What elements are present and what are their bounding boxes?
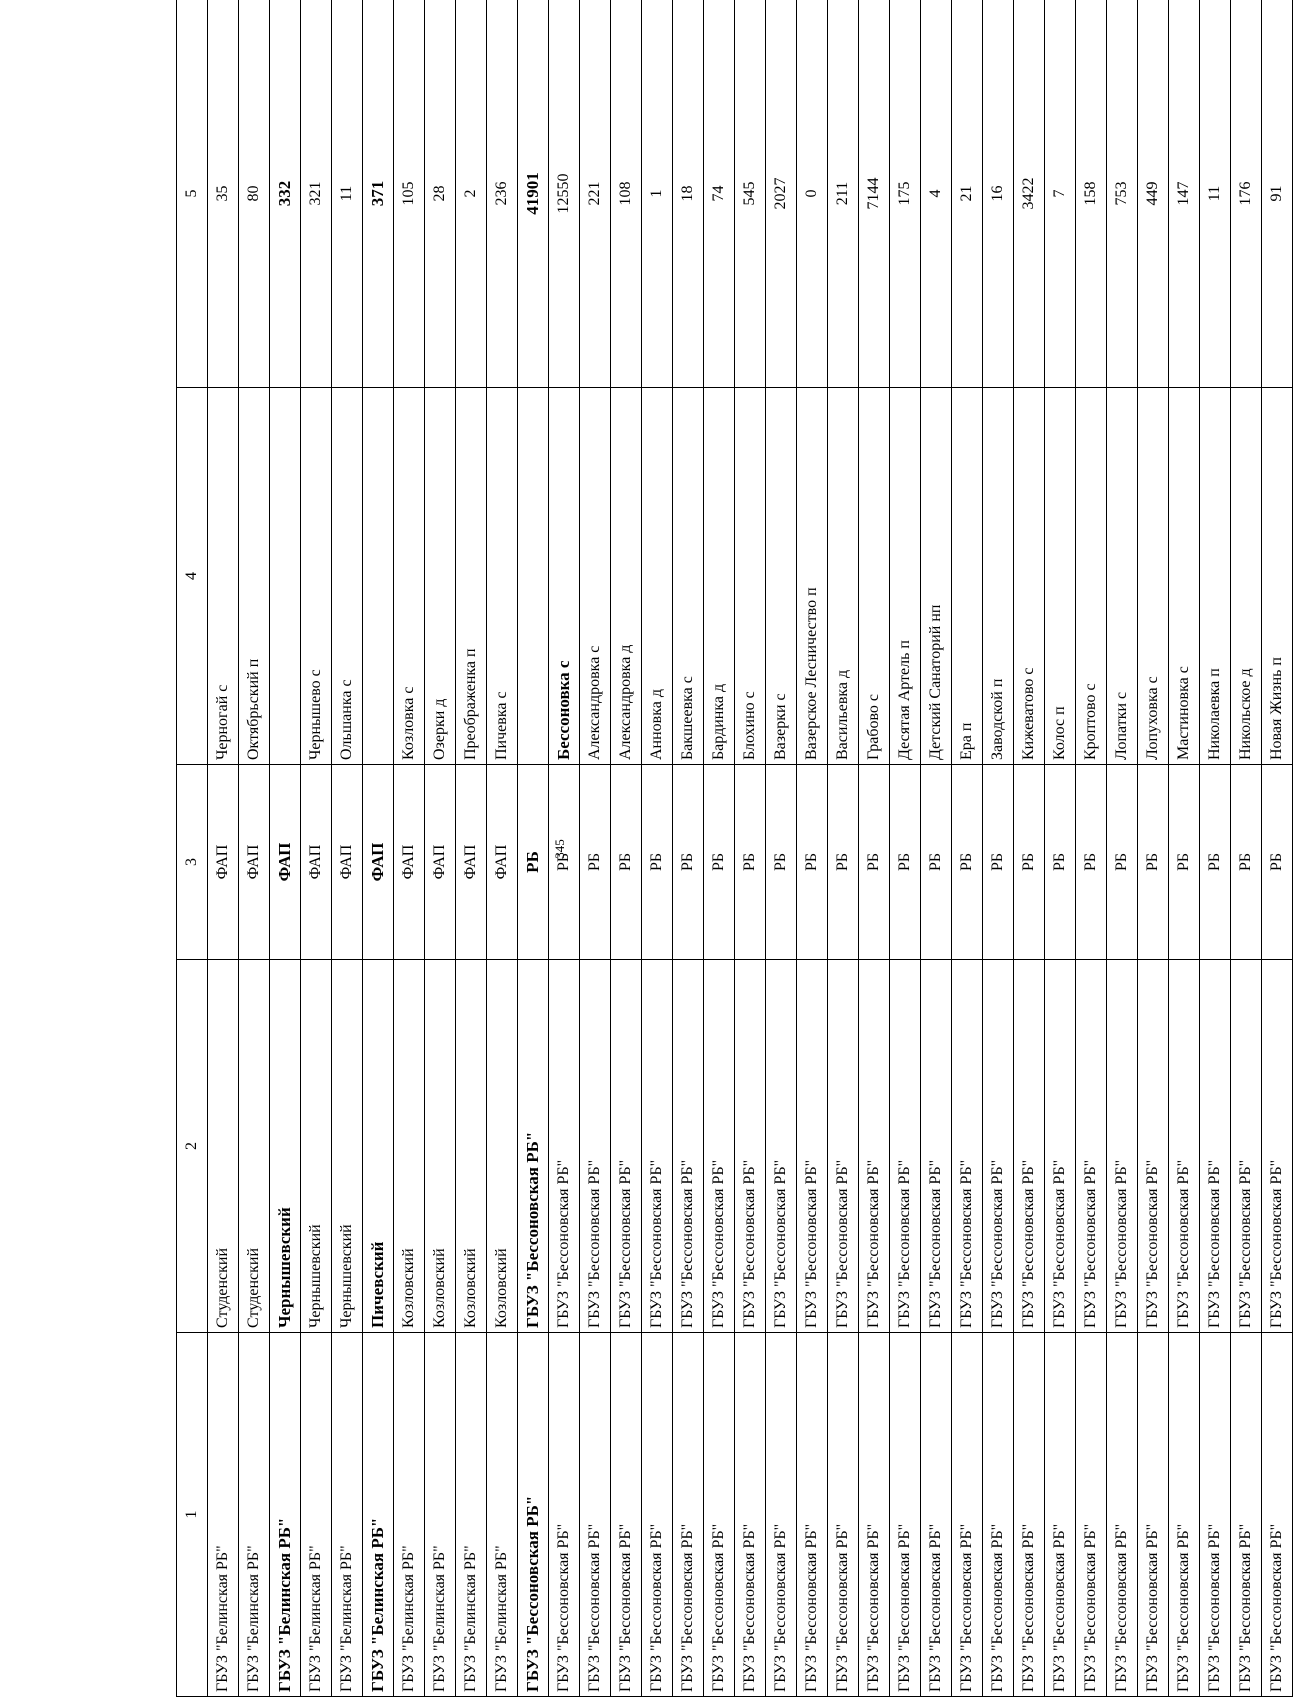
facility-type-cell: РБ — [890, 765, 921, 960]
population-cell: 12550 — [549, 0, 580, 388]
population-cell: 18 — [673, 0, 704, 388]
settlement-cell: Бардинка д — [704, 388, 735, 765]
table-row — [766, 0, 797, 1697]
table-row — [487, 0, 518, 1697]
population-cell: 91 — [1262, 0, 1293, 388]
facility-type-cell: РБ — [735, 765, 766, 960]
settlement-cell: Преображенка п — [456, 388, 487, 765]
population-cell: 74 — [704, 0, 735, 388]
table-body — [177, 0, 1293, 1697]
institution-cell: ГБУЗ "Белинская РБ" — [239, 1333, 270, 1697]
page-number: 345 — [552, 839, 567, 859]
settlement-cell: Ера п — [952, 388, 983, 765]
population-cell: 449 — [1138, 0, 1169, 388]
settlement-cell: Грабово с — [859, 388, 890, 765]
rotated-table-container — [176, 0, 1285, 1697]
settlement-cell: Бессоновка с — [549, 388, 580, 765]
settlement-cell: Кроптово с — [1076, 388, 1107, 765]
facility-type-cell: РБ — [611, 765, 642, 960]
institution-cell: ГБУЗ "Бессоновская РБ" — [1231, 1333, 1262, 1697]
table-row — [1014, 0, 1045, 1697]
population-cell: 0 — [797, 0, 828, 388]
population-cell: 21 — [952, 0, 983, 388]
district-cell: Козловский — [456, 960, 487, 1333]
settlement-cell: Десятая Артель п — [890, 388, 921, 765]
facility-type-cell: РБ — [704, 765, 735, 960]
institution-cell: ГБУЗ "Бессоновская РБ" — [1169, 1333, 1200, 1697]
population-cell: 1 — [642, 0, 673, 388]
settlement-cell: Блохино с — [735, 388, 766, 765]
table-row — [828, 0, 859, 1697]
settlement-cell: Октябрьский п — [239, 388, 270, 765]
institution-cell: ГБУЗ "Бессоновская РБ" — [797, 1333, 828, 1697]
table-row — [1107, 0, 1138, 1697]
facility-type-cell: РБ — [1231, 765, 1262, 960]
table-row — [642, 0, 673, 1697]
settlement-cell: Васильевка д — [828, 388, 859, 765]
population-cell: 221 — [580, 0, 611, 388]
settlement-cell: Новая Жизнь п — [1262, 388, 1293, 765]
district-cell: Козловский — [425, 960, 456, 1333]
district-cell: ГБУЗ "Бессоновская РБ" — [952, 960, 983, 1333]
institution-cell: ГБУЗ "Бессоновская РБ" — [1045, 1333, 1076, 1697]
institution-cell: ГБУЗ "Бессоновская РБ" — [983, 1333, 1014, 1697]
district-cell: ГБУЗ "Бессоновская РБ" — [642, 960, 673, 1333]
population-cell: 28 — [425, 0, 456, 388]
institution-cell: ГБУЗ "Бессоновская РБ" — [890, 1333, 921, 1697]
table-row — [1262, 0, 1293, 1697]
population-cell: 176 — [1231, 0, 1262, 388]
table-row — [1169, 0, 1200, 1697]
table-row — [1076, 0, 1107, 1697]
column-header-1: 1 — [177, 1333, 208, 1697]
table-row — [1200, 0, 1231, 1697]
institution-cell: ГБУЗ "Белинская РБ" — [332, 1333, 363, 1697]
settlement-cell: Вазерское Лесничество п — [797, 388, 828, 765]
population-cell: 108 — [611, 0, 642, 388]
district-cell: ГБУЗ "Бессоновская РБ" — [1169, 960, 1200, 1333]
facility-type-cell: РБ — [1138, 765, 1169, 960]
institution-cell: ГБУЗ "Белинская РБ" — [208, 1333, 239, 1697]
district-cell: ГБУЗ "Бессоновская РБ" — [1076, 960, 1107, 1333]
district-cell: Студенский — [239, 960, 270, 1333]
population-cell: 545 — [735, 0, 766, 388]
population-cell: 3422 — [1014, 0, 1045, 388]
facility-type-cell: ФАП — [208, 765, 239, 960]
settlement-cell: Анновка д — [642, 388, 673, 765]
table-row — [859, 0, 890, 1697]
population-cell: 175 — [890, 0, 921, 388]
institution-cell: ГБУЗ "Бессоновская РБ" — [952, 1333, 983, 1697]
institution-cell: ГБУЗ "Бессоновская РБ" — [859, 1333, 890, 1697]
population-cell: 236 — [487, 0, 518, 388]
population-cell: 7144 — [859, 0, 890, 388]
institution-cell: ГБУЗ "Бессоновская РБ" — [1107, 1333, 1138, 1697]
district-cell: ГБУЗ "Бессоновская РБ" — [890, 960, 921, 1333]
table-row — [1231, 0, 1262, 1697]
institution-cell: ГБУЗ "Бессоновская РБ" — [1076, 1333, 1107, 1697]
district-cell: ГБУЗ "Бессоновская РБ" — [797, 960, 828, 1333]
facility-type-cell: ФАП — [425, 765, 456, 960]
table-row — [456, 0, 487, 1697]
institution-cell: ГБУЗ "Бессоновская РБ" — [828, 1333, 859, 1697]
facility-type-cell: ФАП — [487, 765, 518, 960]
facility-type-cell: РБ — [983, 765, 1014, 960]
district-cell: ГБУЗ "Бессоновская РБ" — [983, 960, 1014, 1333]
settlement-cell: Бакшеевка с — [673, 388, 704, 765]
district-cell: ГБУЗ "Бессоновская РБ" — [1107, 960, 1138, 1333]
settlement-cell: Вазерки с — [766, 388, 797, 765]
population-cell: 332 — [270, 0, 301, 388]
header-row — [177, 0, 208, 1697]
institution-cell: ГБУЗ "Бессоновская РБ" — [1200, 1333, 1231, 1697]
population-cell: 11 — [332, 0, 363, 388]
institution-cell: ГБУЗ "Бессоновская РБ" — [704, 1333, 735, 1697]
column-header-2: 2 — [177, 960, 208, 1333]
population-cell: 753 — [1107, 0, 1138, 388]
population-cell: 2 — [456, 0, 487, 388]
district-cell: ГБУЗ "Бессоновская РБ" — [1045, 960, 1076, 1333]
institution-cell: ГБУЗ "Белинская РБ" — [363, 1333, 394, 1697]
institution-cell: ГБУЗ "Бессоновская РБ" — [673, 1333, 704, 1697]
facility-type-cell: ФАП — [394, 765, 425, 960]
facility-type-cell: РБ — [1107, 765, 1138, 960]
table-row — [1045, 0, 1076, 1697]
district-cell: ГБУЗ "Бессоновская РБ" — [828, 960, 859, 1333]
district-cell: ГБУЗ "Бессоновская РБ" — [921, 960, 952, 1333]
institution-cell: ГБУЗ "Бессоновская РБ" — [642, 1333, 673, 1697]
settlement-cell: Озерки д — [425, 388, 456, 765]
settlement-cell: Заводской п — [983, 388, 1014, 765]
district-cell: Козловский — [487, 960, 518, 1333]
population-cell: 321 — [301, 0, 332, 388]
settlement-cell — [363, 388, 394, 765]
table-row — [921, 0, 952, 1697]
facility-type-cell: РБ — [1045, 765, 1076, 960]
population-cell: 41901 — [518, 0, 549, 388]
population-cell: 11 — [1200, 0, 1231, 388]
population-cell: 105 — [394, 0, 425, 388]
facility-type-cell: РБ — [1262, 765, 1293, 960]
settlement-cell: Чернышево с — [301, 388, 332, 765]
column-header-4: 4 — [177, 388, 208, 765]
facility-type-cell: РБ — [580, 765, 611, 960]
table-row — [518, 0, 549, 1697]
table-row — [952, 0, 983, 1697]
table-row — [611, 0, 642, 1697]
facility-type-cell: РБ — [859, 765, 890, 960]
facility-type-cell: РБ — [828, 765, 859, 960]
district-cell: ГБУЗ "Бессоновская РБ" — [704, 960, 735, 1333]
district-cell: Пичевский — [363, 960, 394, 1333]
settlement-cell: Александровка д — [611, 388, 642, 765]
table-row — [301, 0, 332, 1697]
institution-cell: ГБУЗ "Белинская РБ" — [456, 1333, 487, 1697]
settlement-cell: Черногай с — [208, 388, 239, 765]
table-row — [239, 0, 270, 1697]
population-cell: 16 — [983, 0, 1014, 388]
population-cell: 80 — [239, 0, 270, 388]
settlement-cell: Ольшанка с — [332, 388, 363, 765]
population-cell: 2027 — [766, 0, 797, 388]
settlement-cell — [518, 388, 549, 765]
facility-type-cell: РБ — [1076, 765, 1107, 960]
institution-cell: ГБУЗ "Бессоновская РБ" — [1138, 1333, 1169, 1697]
facility-type-cell: ФАП — [332, 765, 363, 960]
facility-type-cell: РБ — [797, 765, 828, 960]
facility-type-cell: РБ — [518, 765, 549, 960]
facility-type-cell: ФАП — [270, 765, 301, 960]
settlement-cell: Никольское д — [1231, 388, 1262, 765]
settlement-cell: Колос п — [1045, 388, 1076, 765]
district-cell: ГБУЗ "Бессоновская РБ" — [1138, 960, 1169, 1333]
district-cell: ГБУЗ "Бессоновская РБ" — [518, 960, 549, 1333]
table-row — [797, 0, 828, 1697]
table-row — [363, 0, 394, 1697]
table-row — [208, 0, 239, 1697]
facility-type-cell: РБ — [1169, 765, 1200, 960]
institution-cell: ГБУЗ "Бессоновская РБ" — [549, 1333, 580, 1697]
facility-type-cell: РБ — [673, 765, 704, 960]
district-cell: Чернышевский — [332, 960, 363, 1333]
settlement-cell: Александровка с — [580, 388, 611, 765]
district-cell: ГБУЗ "Бессоновская РБ" — [859, 960, 890, 1333]
population-cell: 147 — [1169, 0, 1200, 388]
population-cell: 35 — [208, 0, 239, 388]
institution-cell: ГБУЗ "Бессоновская РБ" — [921, 1333, 952, 1697]
district-cell: ГБУЗ "Бессоновская РБ" — [735, 960, 766, 1333]
settlement-cell: Николаевка п — [1200, 388, 1231, 765]
facility-type-cell: РБ — [766, 765, 797, 960]
district-cell: Козловский — [394, 960, 425, 1333]
column-header-3: 3 — [177, 765, 208, 960]
district-cell: ГБУЗ "Бессоновская РБ" — [611, 960, 642, 1333]
district-cell: ГБУЗ "Бессоновская РБ" — [580, 960, 611, 1333]
facility-type-cell: ФАП — [456, 765, 487, 960]
institution-cell: ГБУЗ "Бессоновская РБ" — [580, 1333, 611, 1697]
table-row — [673, 0, 704, 1697]
district-cell: ГБУЗ "Бессоновская РБ" — [1231, 960, 1262, 1333]
district-cell: Чернышевский — [301, 960, 332, 1333]
table-row — [549, 0, 580, 1697]
population-cell: 371 — [363, 0, 394, 388]
district-cell: Чернышевский — [270, 960, 301, 1333]
population-cell: 158 — [1076, 0, 1107, 388]
institution-cell: ГБУЗ "Бессоновская РБ" — [735, 1333, 766, 1697]
institution-cell: ГБУЗ "Белинская РБ" — [270, 1333, 301, 1697]
district-cell: ГБУЗ "Бессоновская РБ" — [766, 960, 797, 1333]
district-cell: ГБУЗ "Бессоновская РБ" — [1200, 960, 1231, 1333]
facility-type-cell: РБ — [1200, 765, 1231, 960]
institution-cell: ГБУЗ "Бессоновская РБ" — [1262, 1333, 1293, 1697]
population-cell: 7 — [1045, 0, 1076, 388]
facility-type-cell: РБ — [642, 765, 673, 960]
facility-type-cell: РБ — [952, 765, 983, 960]
settlement-cell: Пичевка с — [487, 388, 518, 765]
settlement-cell: Детский Санаторий нп — [921, 388, 952, 765]
facility-type-cell: ФАП — [239, 765, 270, 960]
table-row — [394, 0, 425, 1697]
table-row — [580, 0, 611, 1697]
district-cell: Студенский — [208, 960, 239, 1333]
population-cell: 4 — [921, 0, 952, 388]
settlement-cell: Лопатки с — [1107, 388, 1138, 765]
institution-cell: ГБУЗ "Белинская РБ" — [487, 1333, 518, 1697]
facility-type-cell: ФАП — [301, 765, 332, 960]
settlement-cell — [270, 388, 301, 765]
column-header-5: 5 — [177, 0, 208, 388]
settlement-cell: Козловка с — [394, 388, 425, 765]
table-row — [983, 0, 1014, 1697]
table-row — [704, 0, 735, 1697]
district-cell: ГБУЗ "Бессоновская РБ" — [549, 960, 580, 1333]
institution-cell: ГБУЗ "Белинская РБ" — [425, 1333, 456, 1697]
facility-type-cell: РБ — [921, 765, 952, 960]
settlement-cell: Мастиновка с — [1169, 388, 1200, 765]
table-row — [332, 0, 363, 1697]
table-row — [270, 0, 301, 1697]
institution-cell: ГБУЗ "Бессоновская РБ" — [766, 1333, 797, 1697]
table-row — [735, 0, 766, 1697]
facility-type-cell: РБ — [1014, 765, 1045, 960]
institution-cell: ГБУЗ "Белинская РБ" — [394, 1333, 425, 1697]
settlement-cell: Кижеватово с — [1014, 388, 1045, 765]
table-row — [890, 0, 921, 1697]
table-row — [425, 0, 456, 1697]
district-cell: ГБУЗ "Бессоновская РБ" — [1262, 960, 1293, 1333]
institution-cell: ГБУЗ "Бессоновская РБ" — [518, 1333, 549, 1697]
settlement-cell: Лопуховка с — [1138, 388, 1169, 765]
institution-cell: ГБУЗ "Белинская РБ" — [301, 1333, 332, 1697]
table-row — [1138, 0, 1169, 1697]
facility-type-cell: РБ — [549, 765, 580, 960]
settlement-table — [176, 0, 1293, 1697]
population-cell: 211 — [828, 0, 859, 388]
district-cell: ГБУЗ "Бессоновская РБ" — [1014, 960, 1045, 1333]
institution-cell: ГБУЗ "Бессоновская РБ" — [1014, 1333, 1045, 1697]
facility-type-cell: ФАП — [363, 765, 394, 960]
district-cell: ГБУЗ "Бессоновская РБ" — [673, 960, 704, 1333]
institution-cell: ГБУЗ "Бессоновская РБ" — [611, 1333, 642, 1697]
